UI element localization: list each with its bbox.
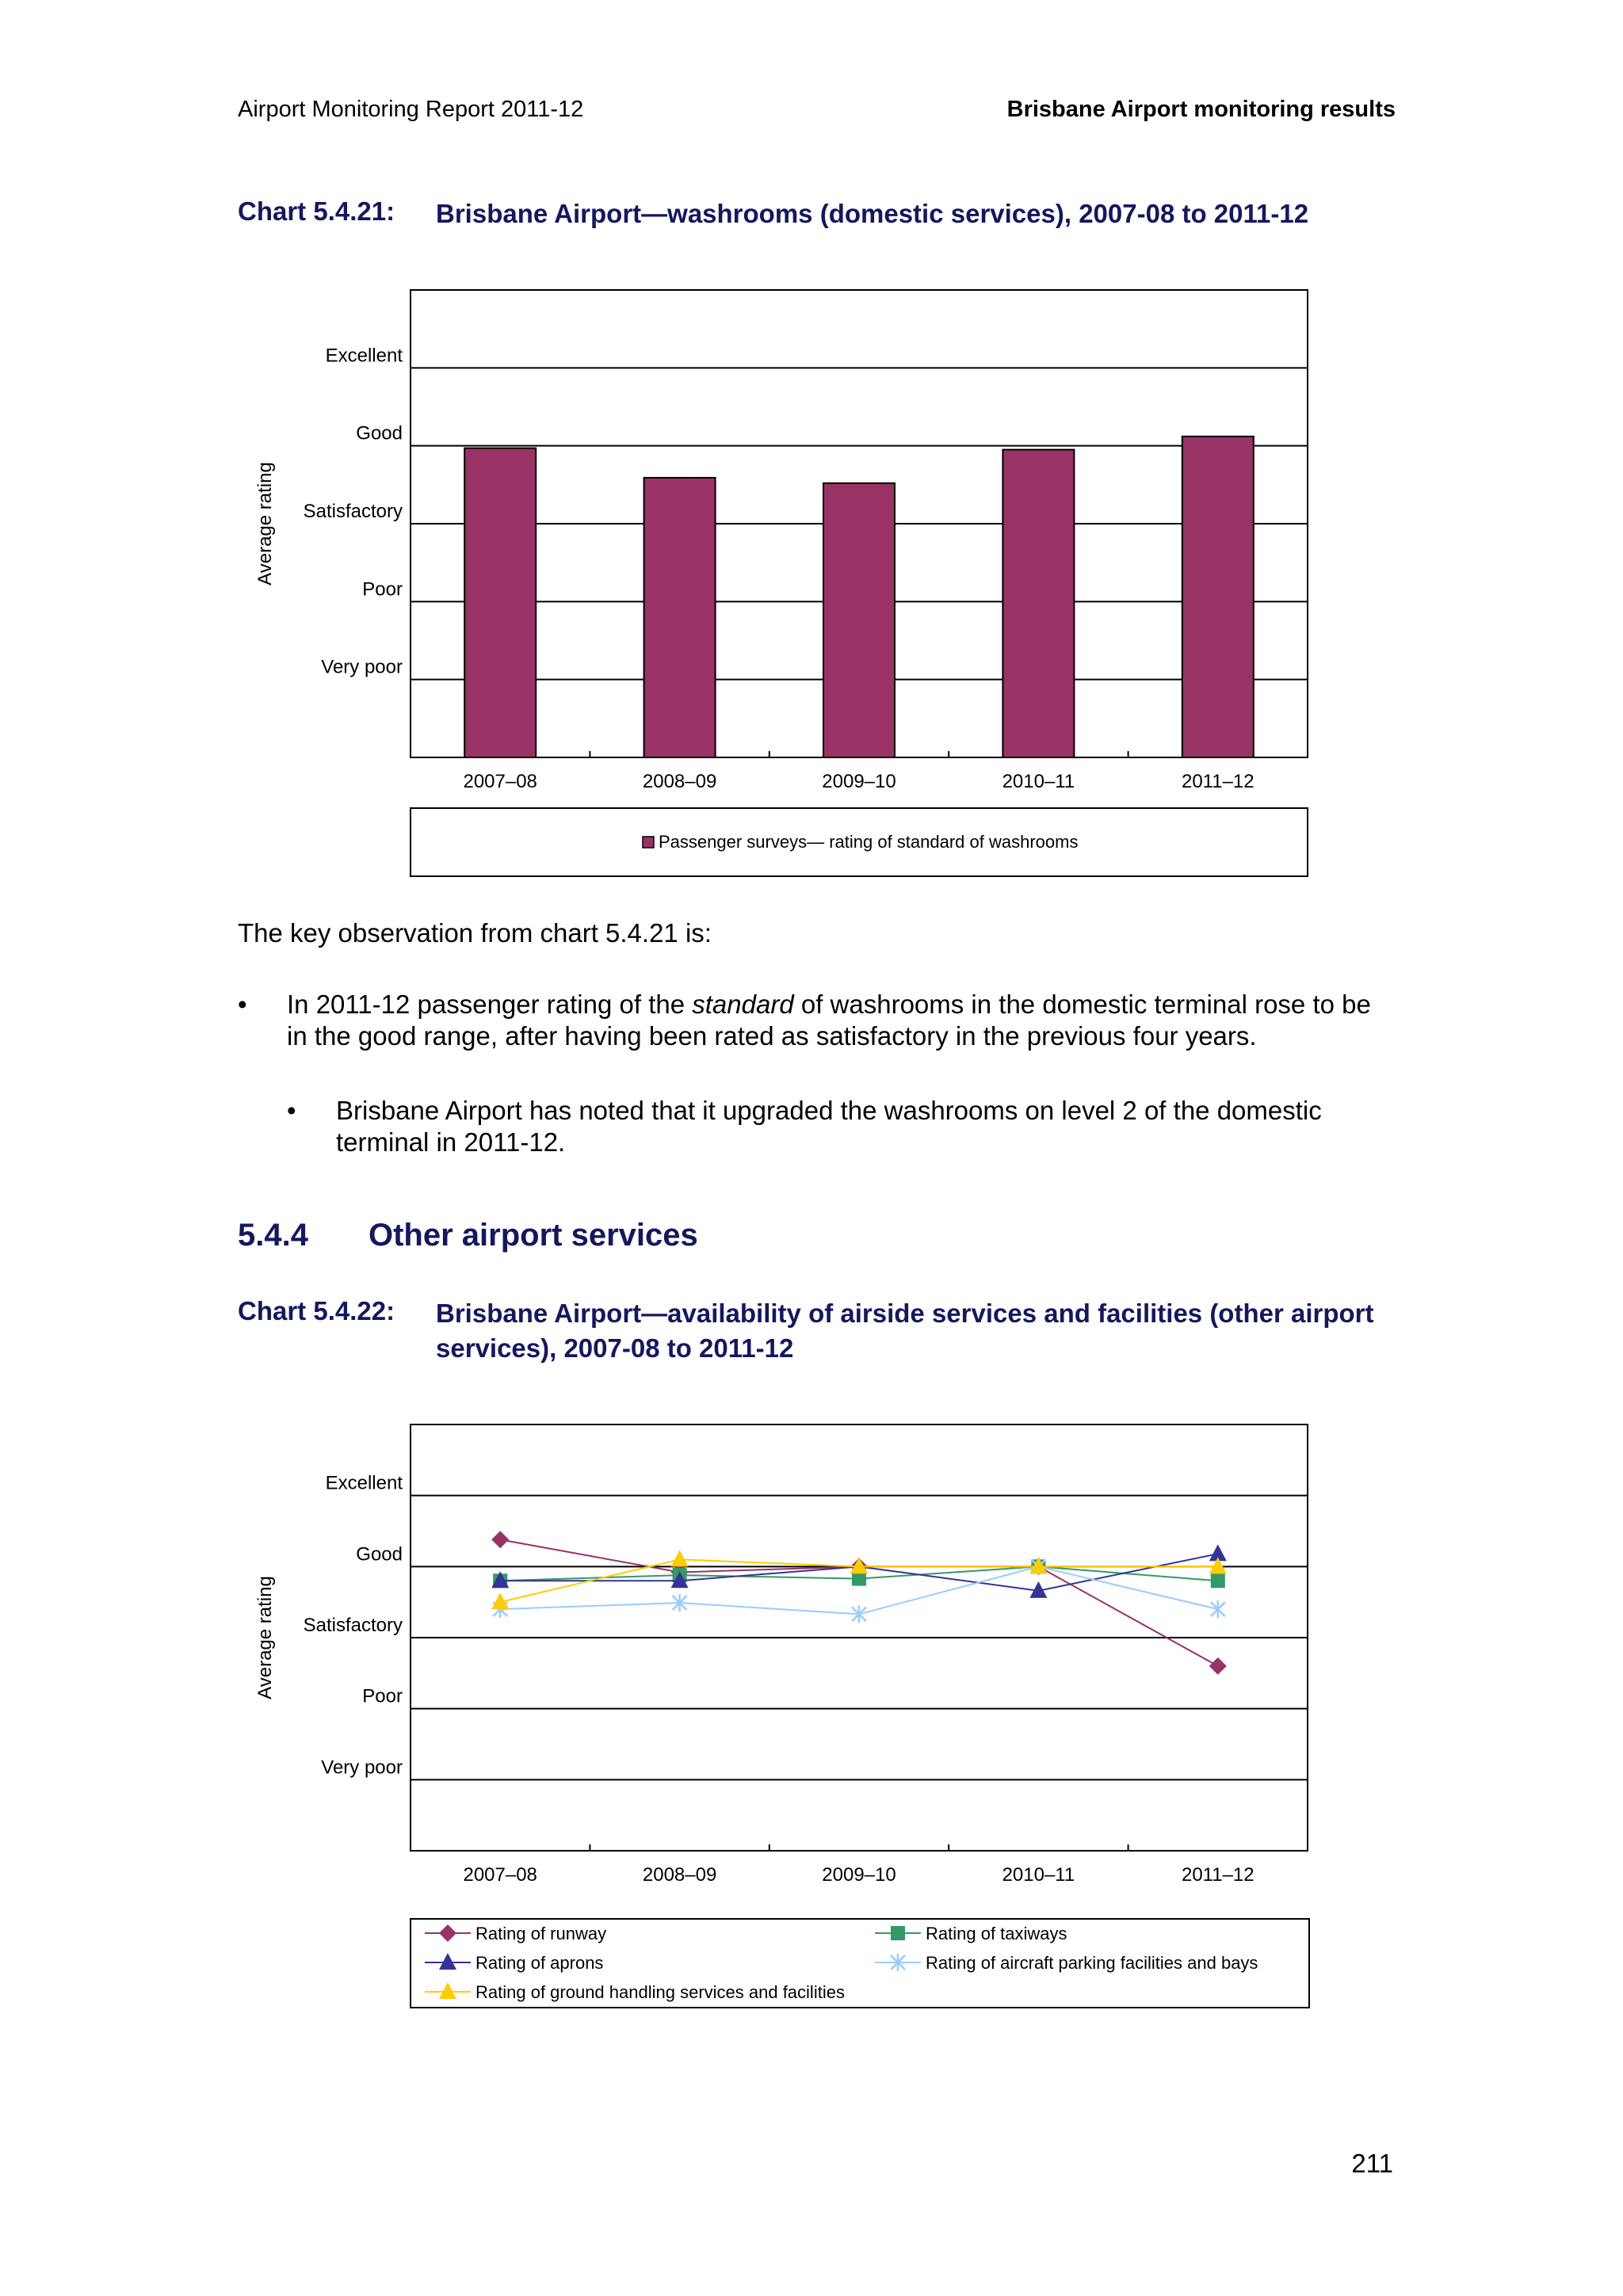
section-title: Other airport services [369,1218,698,1253]
legend-label: Passenger surveys— rating of standard of washrooms [659,832,1079,852]
chart1-title: Brisbane Airport—washrooms (domestic services), 2007-08 to 2011-12 [436,199,1309,228]
y-tick-label: Very poor [321,656,403,678]
bar [644,478,716,757]
y-tick-label: Poor [362,578,403,601]
bullet-washroom-rating-text: In 2011-12 passenger rating of the standard of washrooms in the domestic terminal rose to be in the good range, after having been rated as satisfactory in the previous four years. [287,990,1371,1051]
chart2-title: Brisbane Airport—availability of airside services and facilities (other airport services), 2007-08 to 2011-12 [436,1299,1374,1363]
bullet-washroom-upgrade-text: Brisbane Airport has noted that it upgraded the washrooms on level 2 of the domestic terminal in 2011-12. [336,1096,1322,1157]
y-tick-label: Poor [362,1685,403,1707]
x-tick-label: 2007–08 [463,771,537,792]
y-tick-label: Excellent [325,345,403,367]
bar [464,448,536,757]
section-number: 5.4.4 [238,1218,308,1253]
x-tick-label: 2009–10 [822,771,896,792]
legend-label: Rating of taxiways [926,1924,1067,1943]
x-tick-label: 2011–12 [1181,1864,1254,1886]
legend-label: Rating of aircraft parking facilities and bays [926,1953,1258,1973]
y-axis-label: Average rating [254,462,276,585]
y-tick-label: Good [356,1543,403,1566]
y-tick-label: Good [356,422,403,444]
x-tick-label: 2011–12 [1181,771,1254,792]
x-tick-label: 2010–11 [1002,1864,1075,1886]
bar [823,483,895,757]
chart2-number: Chart 5.4.22: [238,1296,395,1325]
legend-label: Rating of ground handling services and facilities [475,1982,845,2002]
x-tick-label: 2008–09 [642,1864,717,1886]
y-tick-label: Excellent [325,1472,403,1494]
y-tick-label: Very poor [321,1756,403,1779]
running-header-section: Brisbane Airport monitoring results [1006,97,1396,122]
y-axis-label: Average rating [254,1576,276,1699]
x-tick-label: 2007–08 [463,1864,537,1886]
running-header-title: Airport Monitoring Report 2011-12 [238,97,584,122]
airside-services-line-chart [238,1410,1331,2028]
chart1-number: Chart 5.4.21: [238,196,395,226]
legend-label: Rating of aprons [475,1953,604,1973]
washrooms-bar-chart [238,277,1331,887]
x-tick-label: 2009–10 [822,1864,896,1886]
y-tick-label: Satisfactory [303,1615,403,1636]
legend-marker [891,1926,905,1940]
bar [1002,450,1074,757]
data-point-marker [1211,1573,1225,1588]
y-tick-label: Satisfactory [303,501,403,522]
legend-swatch [643,837,654,848]
x-tick-label: 2008–09 [642,771,717,792]
x-tick-label: 2010–11 [1002,771,1075,792]
bar [1182,437,1254,757]
legend-label: Rating of runway [475,1924,607,1943]
observation-intro: The key observation from chart 5.4.21 is: [238,918,712,948]
page-number: 211 [1351,2149,1393,2178]
bullet-dot: • [287,1096,296,1125]
bullet-dot: • [238,990,247,1019]
